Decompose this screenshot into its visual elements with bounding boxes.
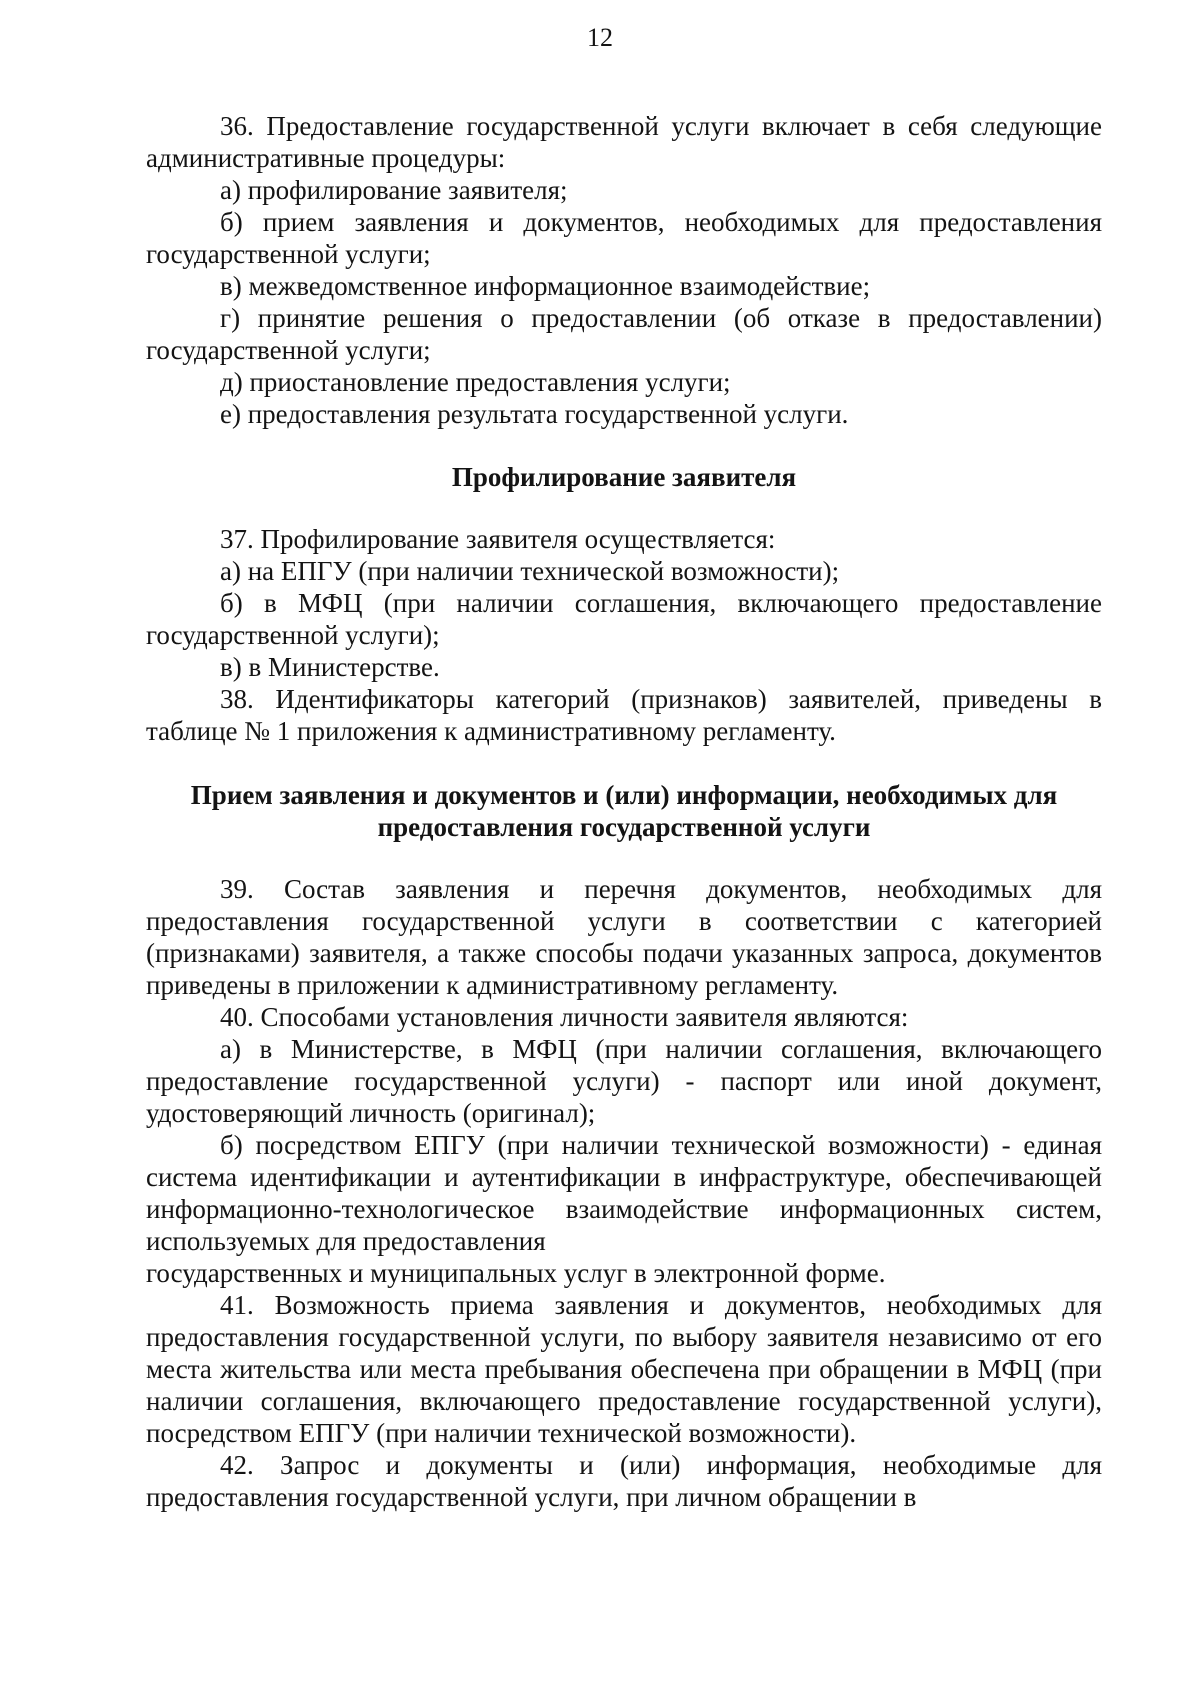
list-item-37b: б) в МФЦ (при наличии соглашения, включающего предоставление государственной услуги);	[146, 588, 1102, 650]
paragraph-36: 36. Предоставление государственной услуги включает в себя следующие административные процедуры:	[146, 111, 1102, 173]
paragraph-42: 42. Запрос и документы и (или) информация, необходимые для предоставления государственной услуги, при личном обращении в	[146, 1450, 1102, 1512]
document-body	[146, 110, 1102, 1513]
list-item-36a: а) профилирование заявителя;	[220, 175, 568, 205]
spacer	[146, 843, 1102, 873]
list-item-40a: а) в Министерстве, в МФЦ (при наличии соглашения, включающего предоставление государственной услуги) - паспорт или иной документ, удостоверяющий личность (оригинал);	[146, 1034, 1102, 1128]
paragraph-38: 38. Идентификаторы категорий (признаков) заявителей, приведены в таблице № 1 приложения к административному регламенту.	[146, 684, 1102, 746]
list-item-36b: б) прием заявления и документов, необходимых для предоставления государственной услуги;	[146, 207, 1102, 269]
paragraph-41: 41. Возможность приема заявления и документов, необходимых для предоставления государственной услуги, по выбору заявителя независимо от его места жительства или места пребывания обеспечена при обращении в МФЦ (при наличии соглашения, включающего предоставление государственной услуги), посредством ЕПГУ (при наличии технической возможности).	[146, 1290, 1102, 1448]
list-item-37c: в) в Министерстве.	[220, 652, 440, 682]
section-heading-application-line-2: предоставления государственной услуги	[377, 812, 871, 842]
page-number: 12	[587, 23, 613, 52]
list-item-36e: д) приостановление предоставления услуги;	[220, 367, 731, 397]
paragraph-37: 37. Профилирование заявителя осуществляется:	[220, 524, 776, 554]
spacer	[146, 493, 1102, 523]
list-item-37a: а) на ЕПГУ (при наличии технической возможности);	[220, 556, 840, 586]
section-heading-application-line-1: Прием заявления и документов и (или) информации, необходимых для	[190, 780, 1058, 810]
list-item-40b-continuation: государственных и муниципальных услуг в электронной форме.	[146, 1258, 886, 1288]
paragraph-40: 40. Способами установления личности заявителя являются:	[220, 1002, 909, 1032]
section-heading-profiling: Профилирование заявителя	[451, 462, 797, 492]
list-item-36c: в) межведомственное информационное взаимодействие;	[220, 271, 871, 301]
spacer	[146, 430, 1102, 461]
spacer	[146, 747, 1102, 779]
list-item-36d: г) принятие решения о предоставлении (об отказе в предоставлении) государственной услуги;	[146, 303, 1102, 365]
paragraph-39: 39. Состав заявления и перечня документов, необходимых для предоставления государственной услуги в соответствии с категорией (признаками) заявителя, а также способы подачи указанных запроса, документов приведены в приложении к административному регламенту.	[146, 874, 1102, 1000]
list-item-40b: б) посредством ЕПГУ (при наличии технической возможности) - единая система идентификации и аутентификации в инфраструктуре, обеспечивающей информационно-технологическое взаимодействие информационных систем, используемых для предоставления	[146, 1130, 1102, 1256]
list-item-36f: е) предоставления результата государственной услуги.	[220, 399, 849, 429]
